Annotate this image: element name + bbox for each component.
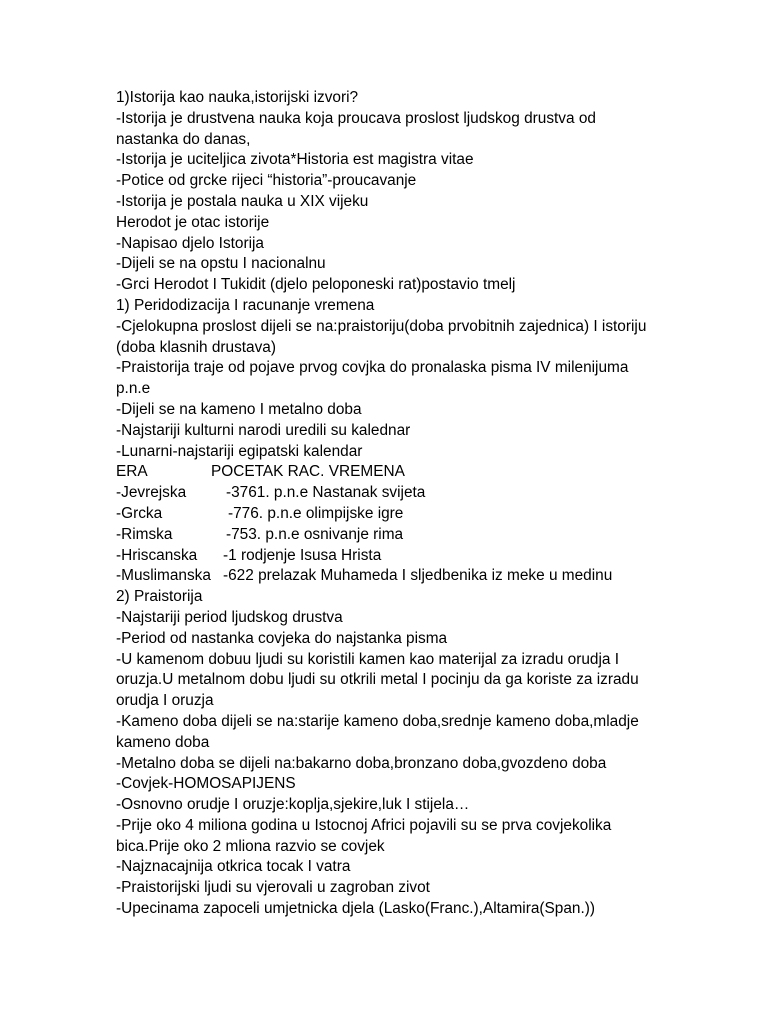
era-table-header [116, 462, 656, 483]
text-line: -Covjek-HOMOSAPIJENS [116, 775, 296, 793]
text-line: -Dijeli se na kameno I metalno doba [116, 400, 362, 418]
text-line: Herodot je otac istorije [116, 213, 270, 231]
era-table-row [116, 546, 656, 567]
text-line: -Grci Herodot I Tukidit (djelo peloponeski rat)postavio tmelj [116, 276, 516, 294]
section-heading: 1) Peridodizacija I racunanje vremena [116, 296, 375, 314]
text-line: -Cjelokupna proslost dijeli se na:praistoriju(doba prvobitnih zajednica) I istoriju (doba klasnih drustava) [116, 317, 647, 356]
text-line: -Najznacajnija otkrica tocak I vatra [116, 858, 351, 876]
text-line: 1)Istorija kao nauka,istorijski izvori? [116, 89, 359, 106]
text-line: -Kameno doba dijeli se na:starije kameno doba,srednje kameno doba,mladje kameno doba [116, 712, 639, 751]
text-line: -Dijeli se na opstu I nacionalnu [116, 255, 326, 273]
text-line: -Istorija je drustvena nauka koja proucava proslost ljudskog drustva od nastanka do danas, [116, 109, 596, 148]
text-line: -Praistorija traje od pojave prvog covjka do pronalaska pisma IV milenijuma p.n.e [116, 359, 629, 398]
era-value: -753. p.n.e osnivanje rima [226, 525, 404, 543]
text-line: -U kamenom dobuu ljudi su koristili kamen kao materijal za izradu orudja I oruzja.U metalnom dobu ljudi su otkrili metal I pocinju da ga koriste za izradu orudja I oruzja [116, 650, 639, 710]
era-header-col1: ERA [116, 463, 148, 481]
text-line: -Lunarni-najstariji egipatski kalendar [116, 442, 363, 460]
document-body [116, 88, 656, 920]
text-line: -Metalno doba se dijeli na:bakarno doba,bronzano doba,gvozdeno doba [116, 754, 607, 772]
era-table-row [116, 504, 656, 525]
era-name: -Muslimanska [116, 567, 211, 585]
text-line: -Upecinama zapoceli umjetnicka djela (Lasko(Franc.),Altamira(Span.)) [116, 900, 596, 918]
text-line: -Istorija je uciteljica zivota*Historia est magistra vitae [116, 151, 474, 169]
era-value: -1 rodjenje Isusa Hrista [223, 546, 382, 564]
text-line: -Prije oko 4 miliona godina u Istocnoj Africi pojavili su se prva covjekolika bica.Prije oko 2 mliona razvio se covjek [116, 816, 612, 855]
era-table-row [116, 483, 656, 504]
text-line: -Istorija je postala nauka u XIX vijeku [116, 192, 369, 210]
text-line: -Potice od grcke rijeci “historia”-proucavanje [116, 172, 417, 190]
text-line: -Najstariji kulturni narodi uredili su kalednar [116, 421, 411, 439]
era-value: -776. p.n.e olimpijske igre [228, 504, 404, 522]
era-table-row [116, 566, 656, 587]
text-line: -Najstariji period ljudskog drustva [116, 608, 343, 626]
text-line: -Osnovno orudje I oruzje:koplja,sjekire,luk I stijela… [116, 796, 470, 814]
era-table-row [116, 525, 656, 546]
era-name: -Rimska [116, 525, 173, 543]
era-header-col2: POCETAK RAC. VREMENA [211, 463, 405, 481]
era-name: -Grcka [116, 504, 163, 522]
era-value: -622 prelazak Muhameda I sljedbenika iz meke u medinu [223, 567, 613, 585]
era-value: -3761. p.n.e Nastanak svijeta [226, 484, 426, 502]
era-name: -Hriscanska [116, 546, 198, 564]
text-line: -Napisao djelo Istorija [116, 234, 264, 252]
section-heading: 2) Praistorija [116, 588, 203, 606]
text-line: -Period od nastanka covjeka do najstanka pisma [116, 629, 448, 647]
text-line: -Praistorijski ljudi su vjerovali u zagroban zivot [116, 879, 430, 897]
era-name: -Jevrejska [116, 484, 187, 502]
